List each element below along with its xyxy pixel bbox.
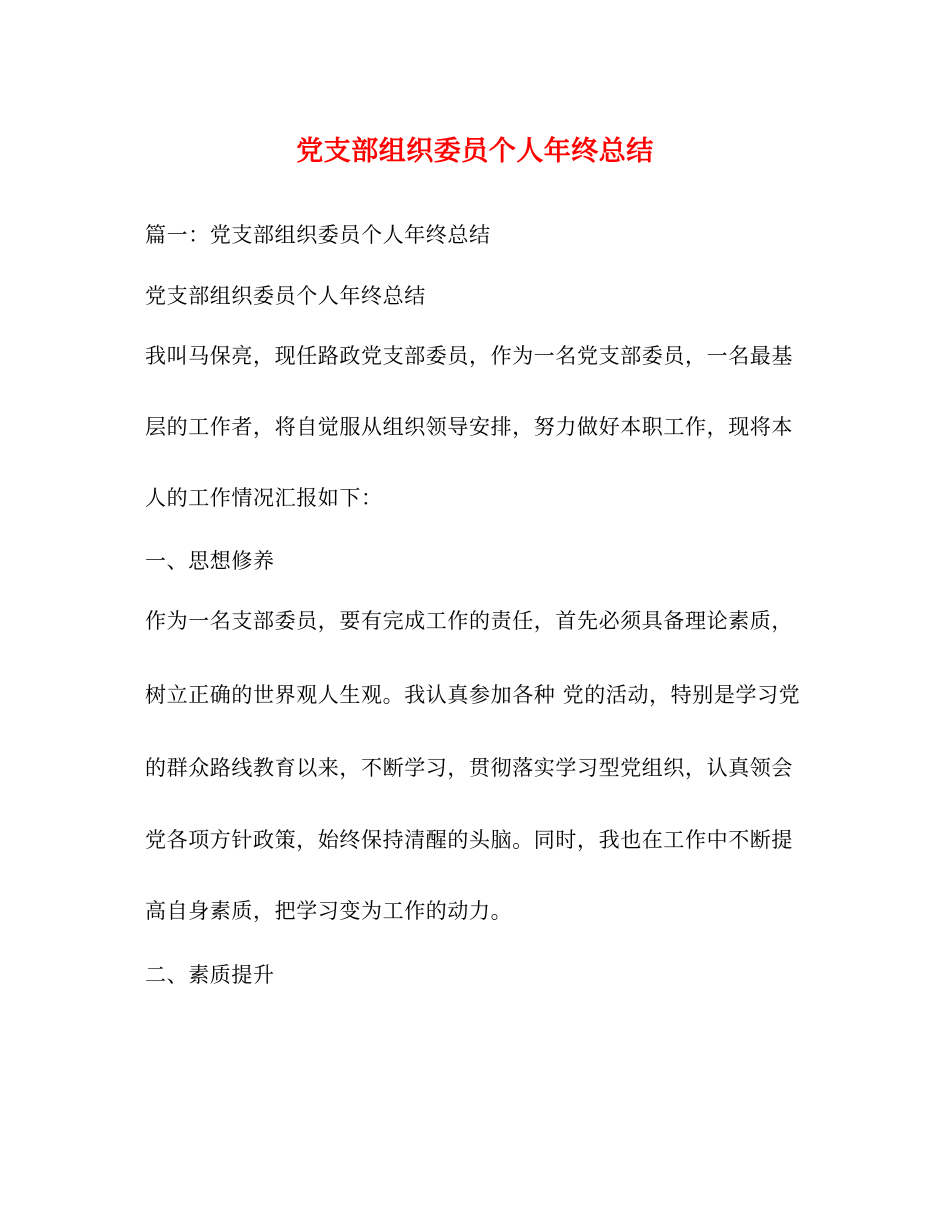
paragraph-line: 作为一名支部委员，要有完成工作的责任，首先必须具备理论素质， [145, 609, 793, 633]
paragraph-line: 高自身素质，把学习变为工作的动力。 [145, 899, 513, 923]
paragraph-line: 党各项方针政策，始终保持清醒的头脑。同时，我也在工作中不断提 [145, 828, 793, 852]
paragraph-line: 树立正确的世界观人生观。我认真参加各种 党的活动，特别是学习党 [145, 683, 801, 707]
paragraph-line: 我叫马保亮，现任路政党支部委员，作为一名党支部委员，一名最基 [145, 344, 793, 368]
paragraph-line: 的群众路线教育以来，不断学习，贯彻落实学习型党组织，认真领会 [145, 756, 793, 780]
paragraph-line: 层的工作者，将自觉服从组织领导安排，努力做好本职工作，现将本 [145, 415, 793, 439]
section-heading-thought: 一、思想修养 [145, 549, 275, 573]
subtitle-line: 党支部组织委员个人年终总结 [145, 284, 426, 308]
paragraph-line: 人的工作情况汇报如下： [145, 486, 383, 510]
document-title: 党支部组织委员个人年终总结 [296, 136, 654, 167]
section-heading-quality: 二、素质提升 [145, 963, 275, 987]
section-heading-part-one: 篇一：党支部组织委员个人年终总结 [145, 223, 491, 247]
